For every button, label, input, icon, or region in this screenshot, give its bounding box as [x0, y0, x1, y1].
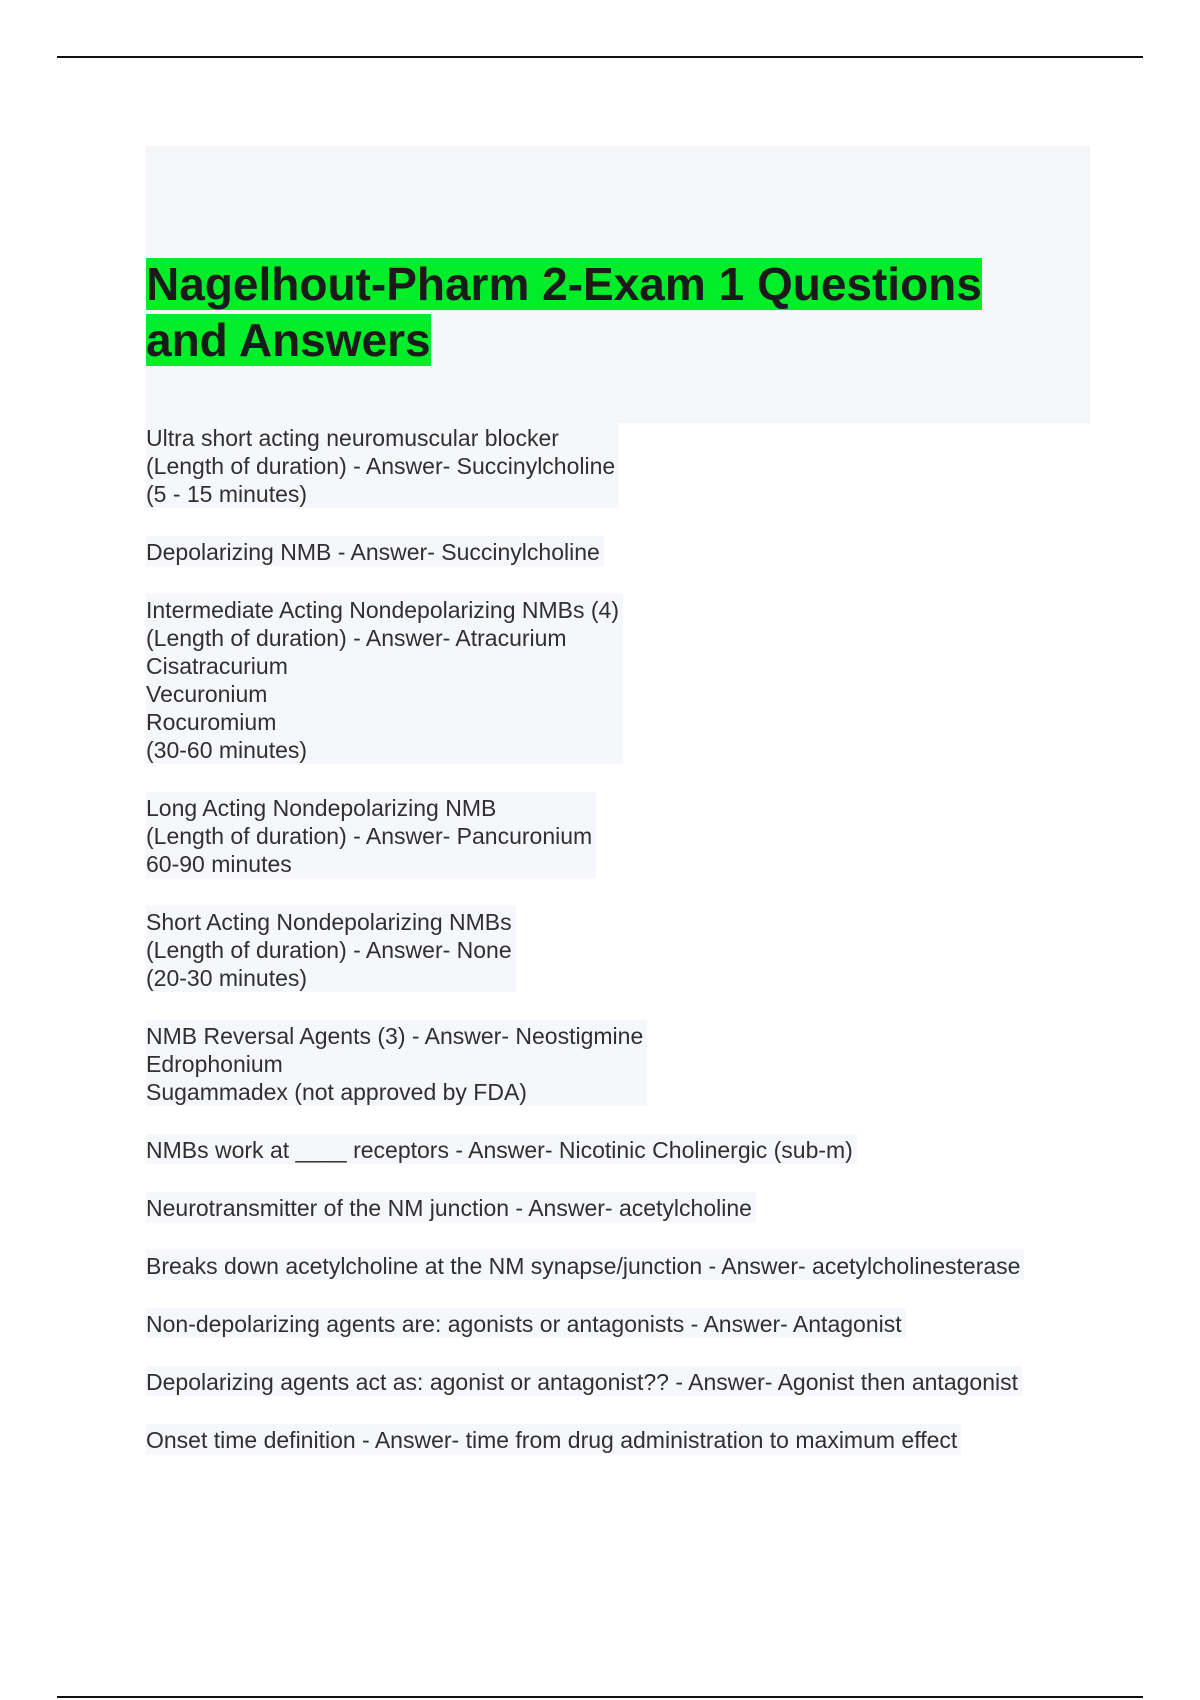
qa-list — [146, 422, 1106, 1482]
top-rule — [57, 56, 1143, 58]
qa-item-2: Depolarizing NMB - Answer- Succinylcholine — [146, 536, 604, 566]
qa-item-8: Neurotransmitter of the NM junction - Answer- acetylcholine — [146, 1192, 756, 1222]
qa-item-6: NMB Reversal Agents (3) - Answer- Neostigmine Edrophonium Sugammadex (not approved by FDA) — [146, 1020, 647, 1106]
qa-item-1: Ultra short acting neuromuscular blocker (Length of duration) - Answer- Succinylcholine (5 - 15 minutes) — [146, 422, 619, 508]
qa-item-10: Non-depolarizing agents are: agonists or antagonists - Answer- Antagonist — [146, 1308, 906, 1338]
qa-item-11: Depolarizing agents act as: agonist or antagonist?? - Answer- Agonist then antagonist — [146, 1366, 1022, 1396]
qa-item-5: Short Acting Nondepolarizing NMBs (Length of duration) - Answer- None (20-30 minutes) — [146, 906, 516, 992]
qa-item-7: NMBs work at ____ receptors - Answer- Nicotinic Cholinergic (sub-m) — [146, 1134, 857, 1164]
document-title-text: Nagelhout-Pharm 2-Exam 1 Questions and Answers — [146, 258, 982, 366]
bottom-rule — [57, 1696, 1143, 1698]
qa-item-4: Long Acting Nondepolarizing NMB (Length of duration) - Answer- Pancuronium 60-90 minutes — [146, 792, 596, 878]
qa-item-12: Onset time definition - Answer- time from drug administration to maximum effect — [146, 1424, 961, 1454]
document-title — [146, 256, 1046, 368]
qa-item-9: Breaks down acetylcholine at the NM synapse/junction - Answer- acetylcholinesterase — [146, 1250, 1024, 1280]
qa-item-3: Intermediate Acting Nondepolarizing NMBs (4) (Length of duration) - Answer- Atracurium Cisatracurium Vecuronium Rocuromium (30-60 minutes) — [146, 594, 623, 764]
